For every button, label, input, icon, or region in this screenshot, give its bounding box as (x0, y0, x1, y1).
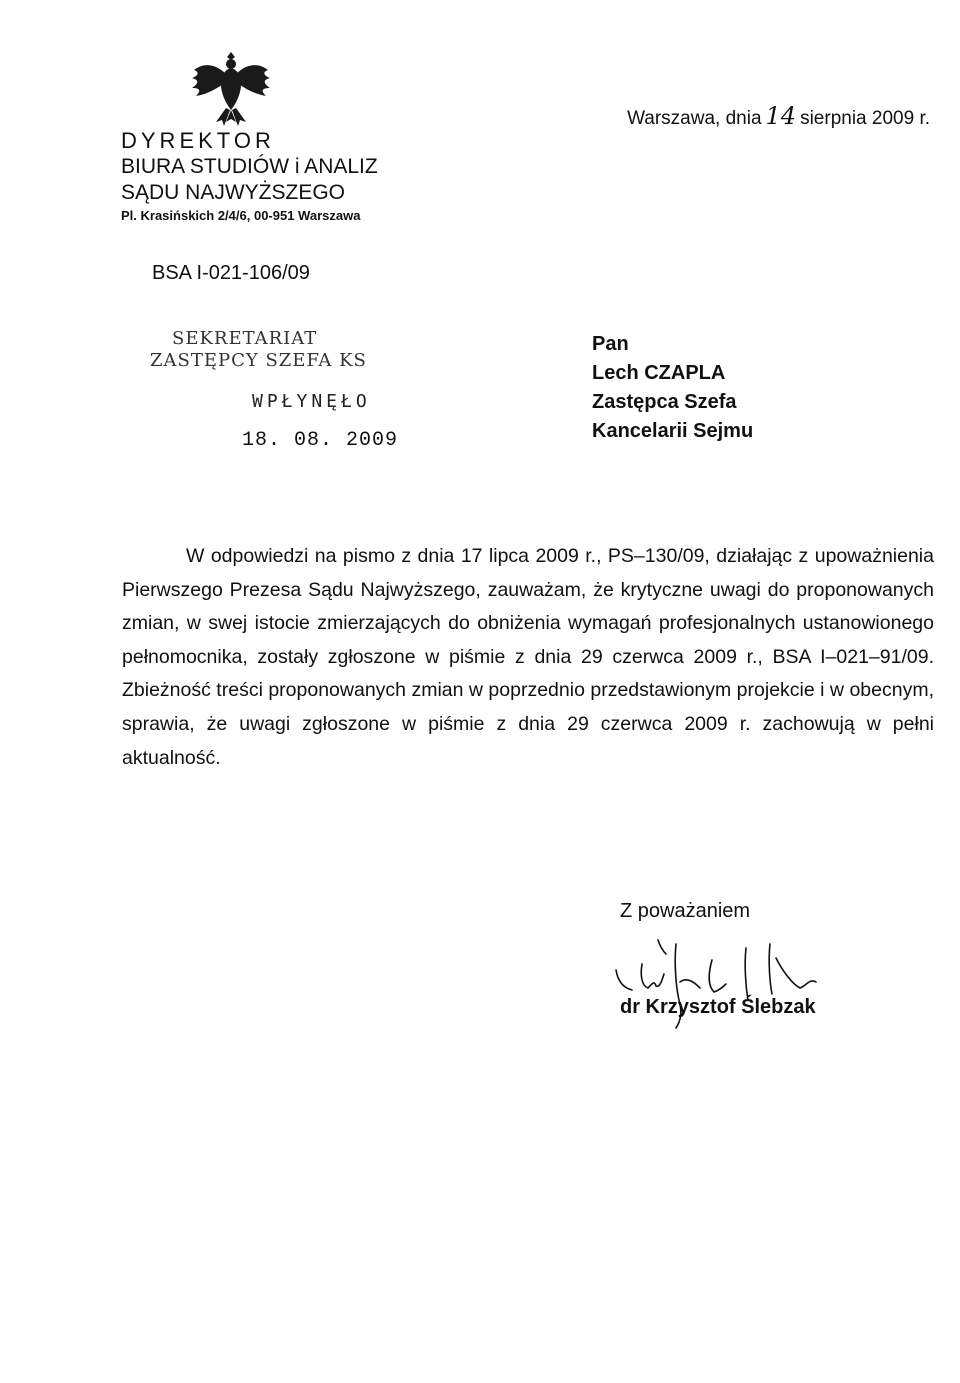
letter-body: W odpowiedzi na pismo z dnia 17 lipca 2009 r., PS–130/09, działając z upoważnienia Pierwszego Prezesa Sądu Najwyższego, zauważam, że krytyczne uwagi do proponowanych zmian, w swej istocie zmierzających do obniżenia wymagań profesjonalnych ustanowionego pełnomocnika, zostały zgłoszone w piśmie z dnia 29 czerwca 2009 r., BSA I–021–91/09. Zbieżność treści proponowanych zmian w poprzednio przedstawionym projekcie i w obecnym, sprawia, że uwagi zgłoszone w piśmie z dnia 29 czerwca 2009 r. zachowują w pełni aktualność. (122, 545, 934, 769)
handwritten-signature-icon (596, 930, 856, 1050)
place-date-suffix: sierpnia 2009 r. (800, 108, 930, 129)
place-date-day: 14 (765, 102, 797, 130)
signer-name: dr Krzysztof Ślebzak (620, 996, 816, 1018)
recipient-position: Zastępca Szefa (592, 391, 737, 413)
closing: Z poważaniem (620, 900, 751, 922)
recipient-office: Kancelarii Sejmu (592, 420, 754, 442)
recipient-block (592, 330, 753, 446)
sender-institution: SĄDU NAJWYŻSZEGO (121, 181, 346, 204)
stamp-date: 18. 08. 2009 (242, 429, 399, 452)
reference-number: BSA I-021-106/09 (152, 262, 310, 284)
stamp-line-secretariat: SEKRETARIAT (172, 328, 318, 349)
place-date-prefix: Warszawa, dnia (627, 108, 762, 129)
sender-title: DYREKTOR (121, 128, 275, 153)
stamp-line-office: ZASTĘPCY SZEFA KS (150, 350, 367, 371)
place-date (627, 102, 930, 130)
stamp-line-received: WPŁYNĘŁO (252, 391, 371, 412)
polish-eagle-emblem-icon (186, 46, 276, 131)
recipient-salutation: Pan (592, 333, 629, 355)
sender-block (121, 128, 401, 226)
sender-address: Pl. Krasińskich 2/4/6, 00-951 Warszawa (121, 208, 361, 223)
sender-office: BIURA STUDIÓW i ANALIZ (121, 155, 378, 178)
received-stamp (150, 328, 440, 454)
recipient-name: Lech CZAPLA (592, 362, 726, 384)
